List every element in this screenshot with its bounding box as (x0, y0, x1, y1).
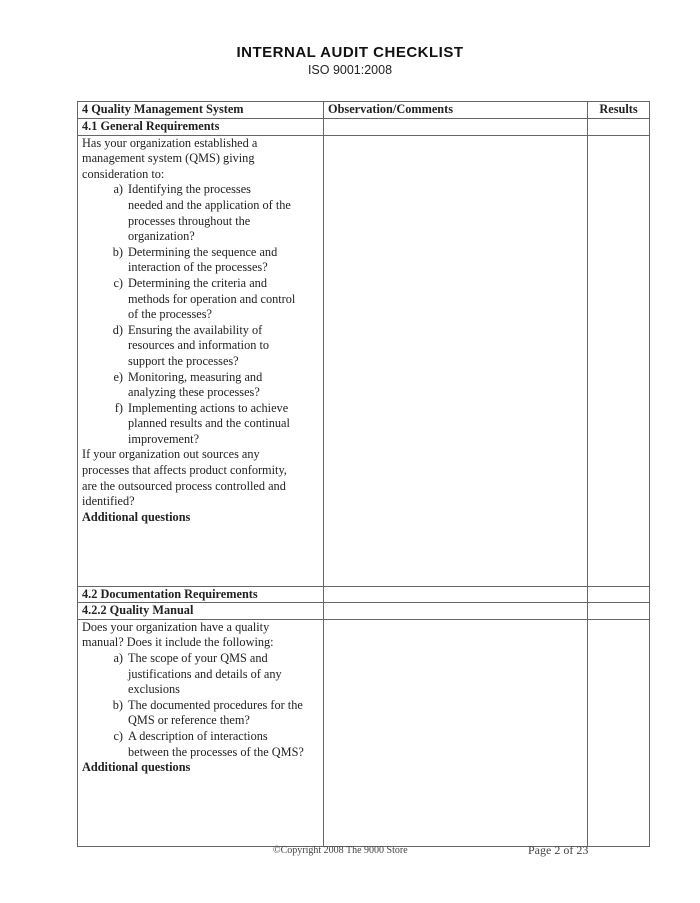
sub-question-list (82, 651, 319, 760)
list-marker: a) (113, 650, 123, 665)
list-item (82, 276, 319, 323)
list-item (82, 651, 319, 698)
item-line: Determining the sequence and (128, 244, 278, 259)
item-line: support the processes? (128, 353, 239, 368)
list-item (82, 370, 319, 401)
column-header-results: Results (588, 102, 650, 119)
item-line: justifications and details of any (128, 666, 282, 681)
document-subtitle: ISO 9001:2008 (307, 63, 393, 77)
list-marker: f) (114, 400, 123, 415)
item-line: QMS or reference them? (128, 713, 250, 728)
item-line: methods for operation and control (128, 291, 296, 306)
item-line: Implementing actions to achieve (128, 400, 289, 415)
results-cell[interactable] (588, 603, 650, 620)
audit-checklist-table (77, 101, 650, 847)
question-line: identified? (82, 494, 135, 509)
table-header-row (78, 102, 650, 119)
item-line: resources and information to (128, 338, 270, 353)
footer-page-number: Page 2 of 23 (528, 843, 589, 857)
item-line: A description of interactions (128, 728, 268, 743)
question-line: are the outsourced process controlled and (82, 478, 286, 493)
question-line: If your organization out sources any (82, 447, 260, 462)
observation-cell[interactable] (324, 135, 588, 586)
item-line: Determining the criteria and (128, 275, 267, 290)
question-line: processes that affects product conformity, (82, 463, 287, 478)
item-line: improvement? (128, 431, 200, 446)
question-line: manual? Does it include the following: (82, 635, 274, 650)
document-title: INTERNAL AUDIT CHECKLIST (236, 44, 464, 61)
question-cell (78, 135, 324, 586)
item-line: Ensuring the availability of (128, 322, 263, 337)
item-line: needed and the application of the (128, 197, 291, 212)
question-line: management system (QMS) giving (82, 151, 255, 166)
observation-cell[interactable] (324, 119, 588, 136)
observation-cell[interactable] (324, 586, 588, 603)
item-line: Identifying the processes (128, 182, 251, 197)
results-cell[interactable] (588, 119, 650, 136)
section-heading-row (78, 586, 650, 603)
list-marker: a) (113, 182, 123, 197)
item-line: processes throughout the (128, 213, 251, 228)
question-line: Has your organization established a (82, 135, 258, 150)
list-marker: c) (113, 728, 123, 743)
list-item (82, 729, 319, 760)
column-header-qms: 4 Quality Management System (78, 102, 324, 119)
results-cell[interactable] (588, 586, 650, 603)
question-line: consideration to: (82, 166, 165, 181)
list-item (82, 323, 319, 370)
list-marker: c) (113, 275, 123, 290)
list-item (82, 245, 319, 276)
sub-question-list (82, 182, 319, 447)
section-question-row (78, 619, 650, 846)
footer-copyright: ©Copyright 2008 The 9000 Store (273, 845, 408, 856)
item-line: organization? (128, 229, 195, 244)
list-marker: b) (112, 244, 123, 259)
results-cell[interactable] (588, 619, 650, 846)
item-line: Monitoring, measuring and (128, 369, 263, 384)
item-line: analyzing these processes? (128, 385, 260, 400)
item-line: interaction of the processes? (128, 260, 268, 275)
additional-questions-label: Additional questions (82, 509, 191, 524)
observation-cell[interactable] (324, 619, 588, 846)
column-header-observation: Observation/Comments (324, 102, 588, 119)
additional-questions-label: Additional questions (82, 760, 191, 775)
results-cell[interactable] (588, 135, 650, 586)
question-line: Does your organization have a quality (82, 619, 270, 634)
section-heading: 4.1 General Requirements (78, 119, 324, 136)
item-line: between the processes of the QMS? (128, 744, 304, 759)
item-line: The scope of your QMS and (128, 650, 268, 665)
item-line: planned results and the continual (128, 416, 290, 431)
list-item (82, 401, 319, 448)
item-line: The documented procedures for the (128, 697, 303, 712)
section-heading: 4.2 Documentation Requirements (78, 586, 324, 603)
item-line: exclusions (128, 682, 180, 697)
list-marker: b) (112, 697, 123, 712)
list-marker: e) (113, 369, 123, 384)
list-marker: d) (112, 322, 123, 337)
observation-cell[interactable] (324, 603, 588, 620)
item-line: of the processes? (128, 307, 212, 322)
subsection-heading-row (78, 603, 650, 620)
list-item (82, 182, 319, 244)
subsection-heading: 4.2.2 Quality Manual (78, 603, 324, 620)
list-item (82, 698, 319, 729)
section-question-row (78, 135, 650, 586)
section-heading-row (78, 119, 650, 136)
question-cell (78, 619, 324, 846)
